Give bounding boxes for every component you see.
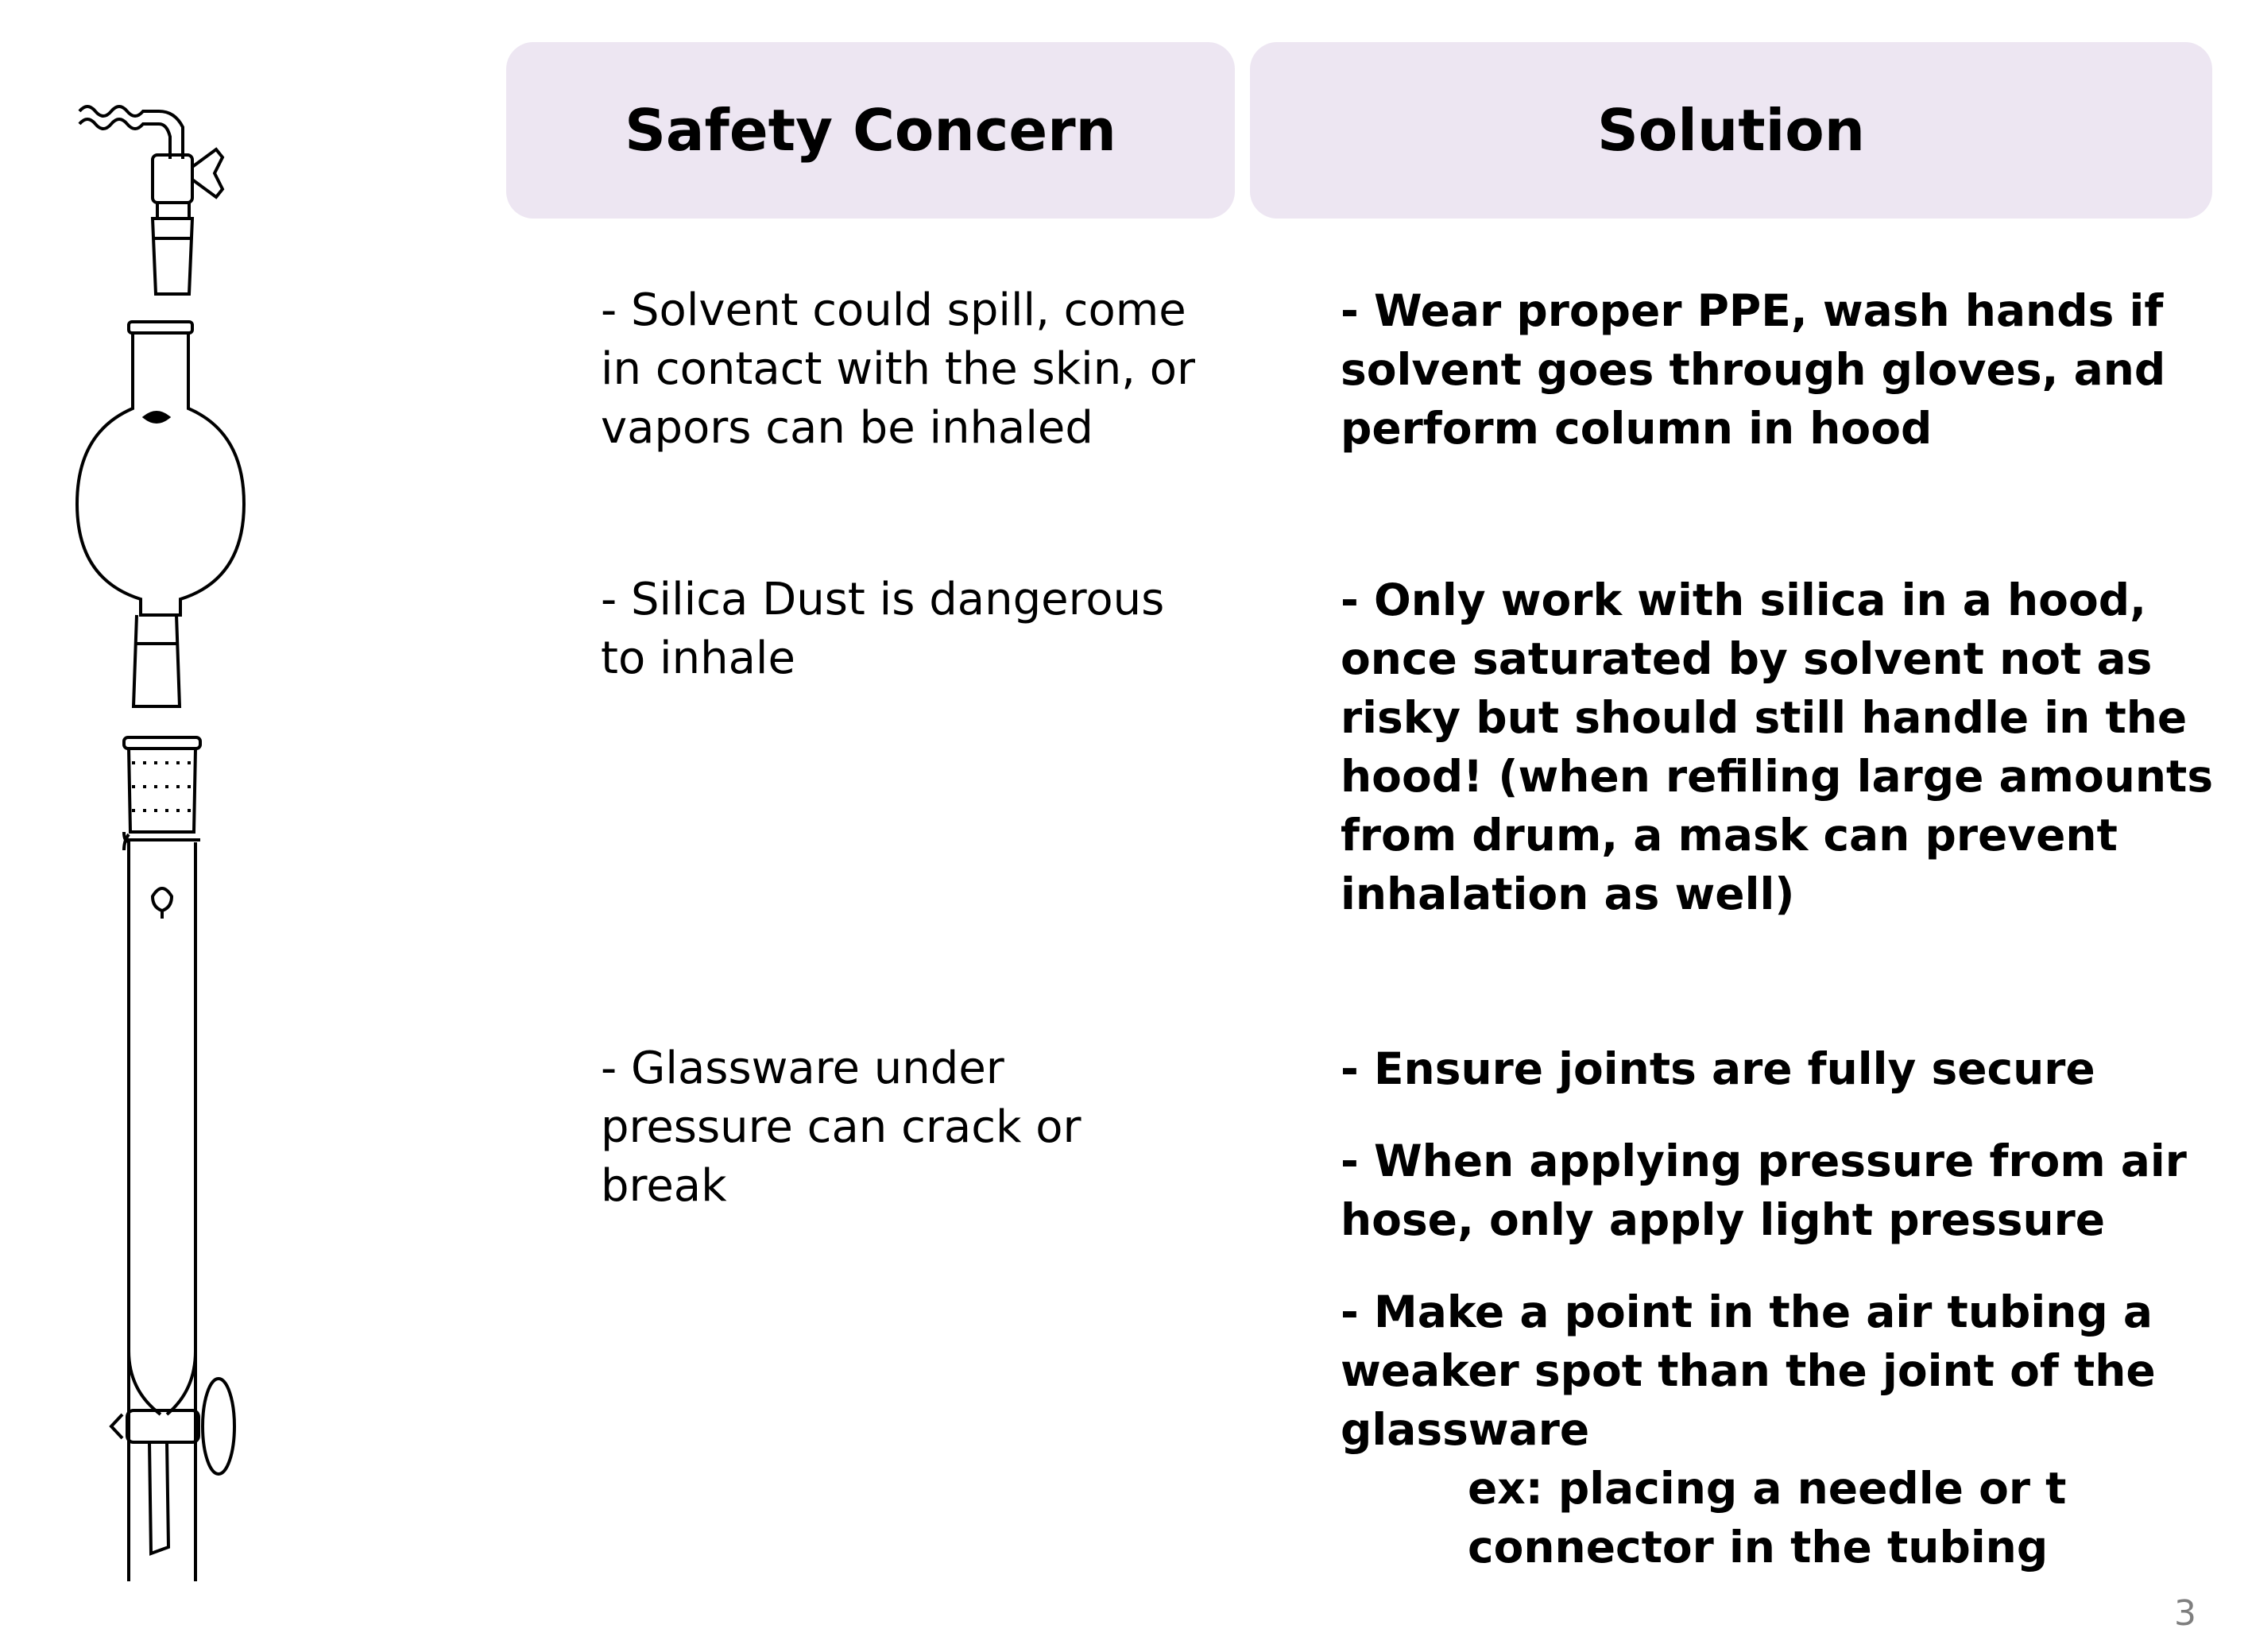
header-solution-label: Solution <box>1596 97 1866 164</box>
header-solution <box>1250 42 2212 219</box>
solution-cell-2 <box>1341 571 2231 923</box>
page-number: 3 <box>2174 1593 2196 1634</box>
solution-cell-3 <box>1341 1039 2231 1577</box>
solution-text-3c: - Make a point in the air tubing a weaker spot than the joint of the glassware <box>1341 1286 2156 1455</box>
header-safety-concern-label: Safety Concern <box>625 97 1116 164</box>
solution-cell-1 <box>1341 281 2231 458</box>
chromatography-column-apparatus-icon <box>56 87 262 1581</box>
concern-text-2: - Silica Dust is dangerous to inhale <box>601 574 1165 684</box>
concern-text-1: - Solvent could spill, come in contact with the skin, or vapors can be inhaled <box>601 284 1196 454</box>
concern-text-3: - Glassware under pressure can crack or break <box>601 1043 1081 1212</box>
header-safety-concern <box>506 42 1235 219</box>
solution-example: ex: placing a needle or t connector in the tubing <box>1468 1463 2067 1573</box>
solution-text-3b: - When applying pressure from air hose, only apply light pressure <box>1341 1136 2187 1245</box>
solution-text-3a: - Ensure joints are fully secure <box>1341 1043 2095 1094</box>
solution-text-2: - Only work with silica in a hood, once saturated by solvent not as risky but should still handle in the hood! (when refiling large amounts from drum, a mask can prevent inhalation as well) <box>1341 575 2214 919</box>
solution-text-1: - Wear proper PPE, wash hands if solvent goes through gloves, and perform column in hood <box>1341 285 2166 454</box>
